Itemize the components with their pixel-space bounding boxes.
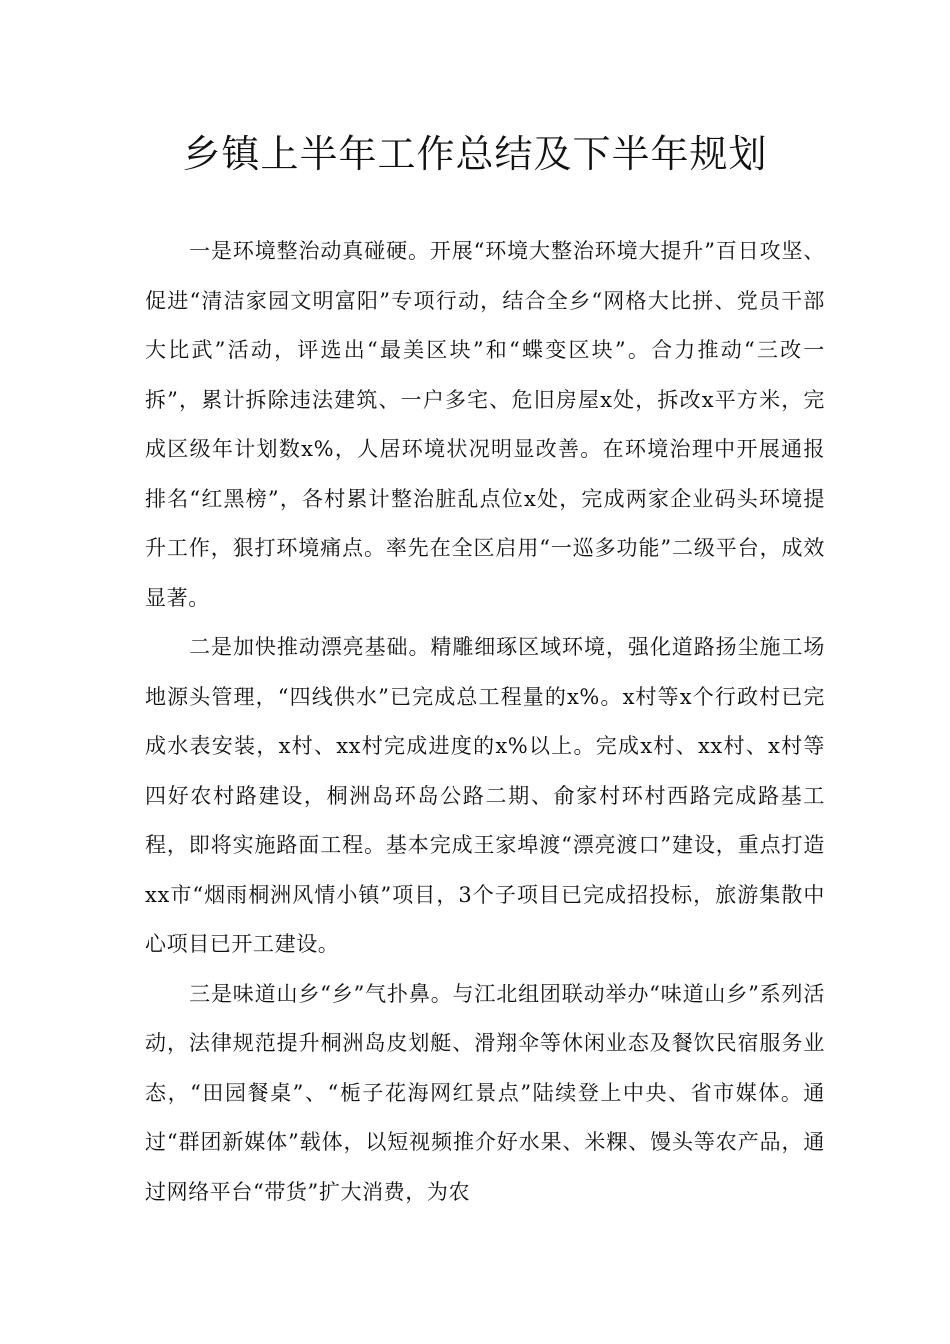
document-body — [145, 227, 825, 1217]
paragraph-village-flavor: 三是味道山乡“乡”气扑鼻。与江北组团联动举办“味道山乡”系列活动，法律规范提升桐洲岛皮划艇、滑翔伞等休闲业态及餐饮民宿服务业态，“田园餐桌”、“栀子花海网红景点”陆续登上中央、省市媒体。通过“群团新媒体”载体，以短视频推介好水果、米粿、馒头等农产品，通过网络平台“带货”扩大消费，为农 — [145, 981, 825, 1204]
paragraph-environment: 一是环境整治动真碰硬。开展“环境大整治环境大提升”百日攻坚、促进“清洁家园文明富阳”专项行动，结合全乡“网格大比拼、党员干部大比武”活动，评选出“最美区块”和“蝶变区块”。合力推动“三改一拆”，累计拆除违法建筑、一户多宅、危旧房屋x处，拆改x平方米，完成区级年计划数x%，人居环境状况明显改善。在环境治理中开展通报排名“红黑榜”，各村累计整治脏乱点位x处，完成两家企业码头环境提升工作，狠打环境痛点。率先在全区启用“一巡多功能”二级平台，成效显著。 — [145, 239, 825, 610]
paragraph-infrastructure: 二是加快推动漂亮基础。精雕细琢区域环境，强化道路扬尘施工场地源头管理，“四线供水”已完成总工程量的x%。x村等x个行政村已完成水表安装，x村、xx村完成进度的x%以上。完成x村、xx村、x村等四好农村路建设，桐洲岛环岛公路二期、俞家村环村西路完成路基工程，即将实施路面工程。基本完成王家埠渡“漂亮渡口”建设，重点打造xx市“烟雨桐洲风情小镇”项目，3个子项目已完成招投标，旅游集散中心项目已开工建设。 — [145, 635, 825, 956]
document-title: 乡镇上半年工作总结及下半年规划 — [182, 132, 768, 176]
